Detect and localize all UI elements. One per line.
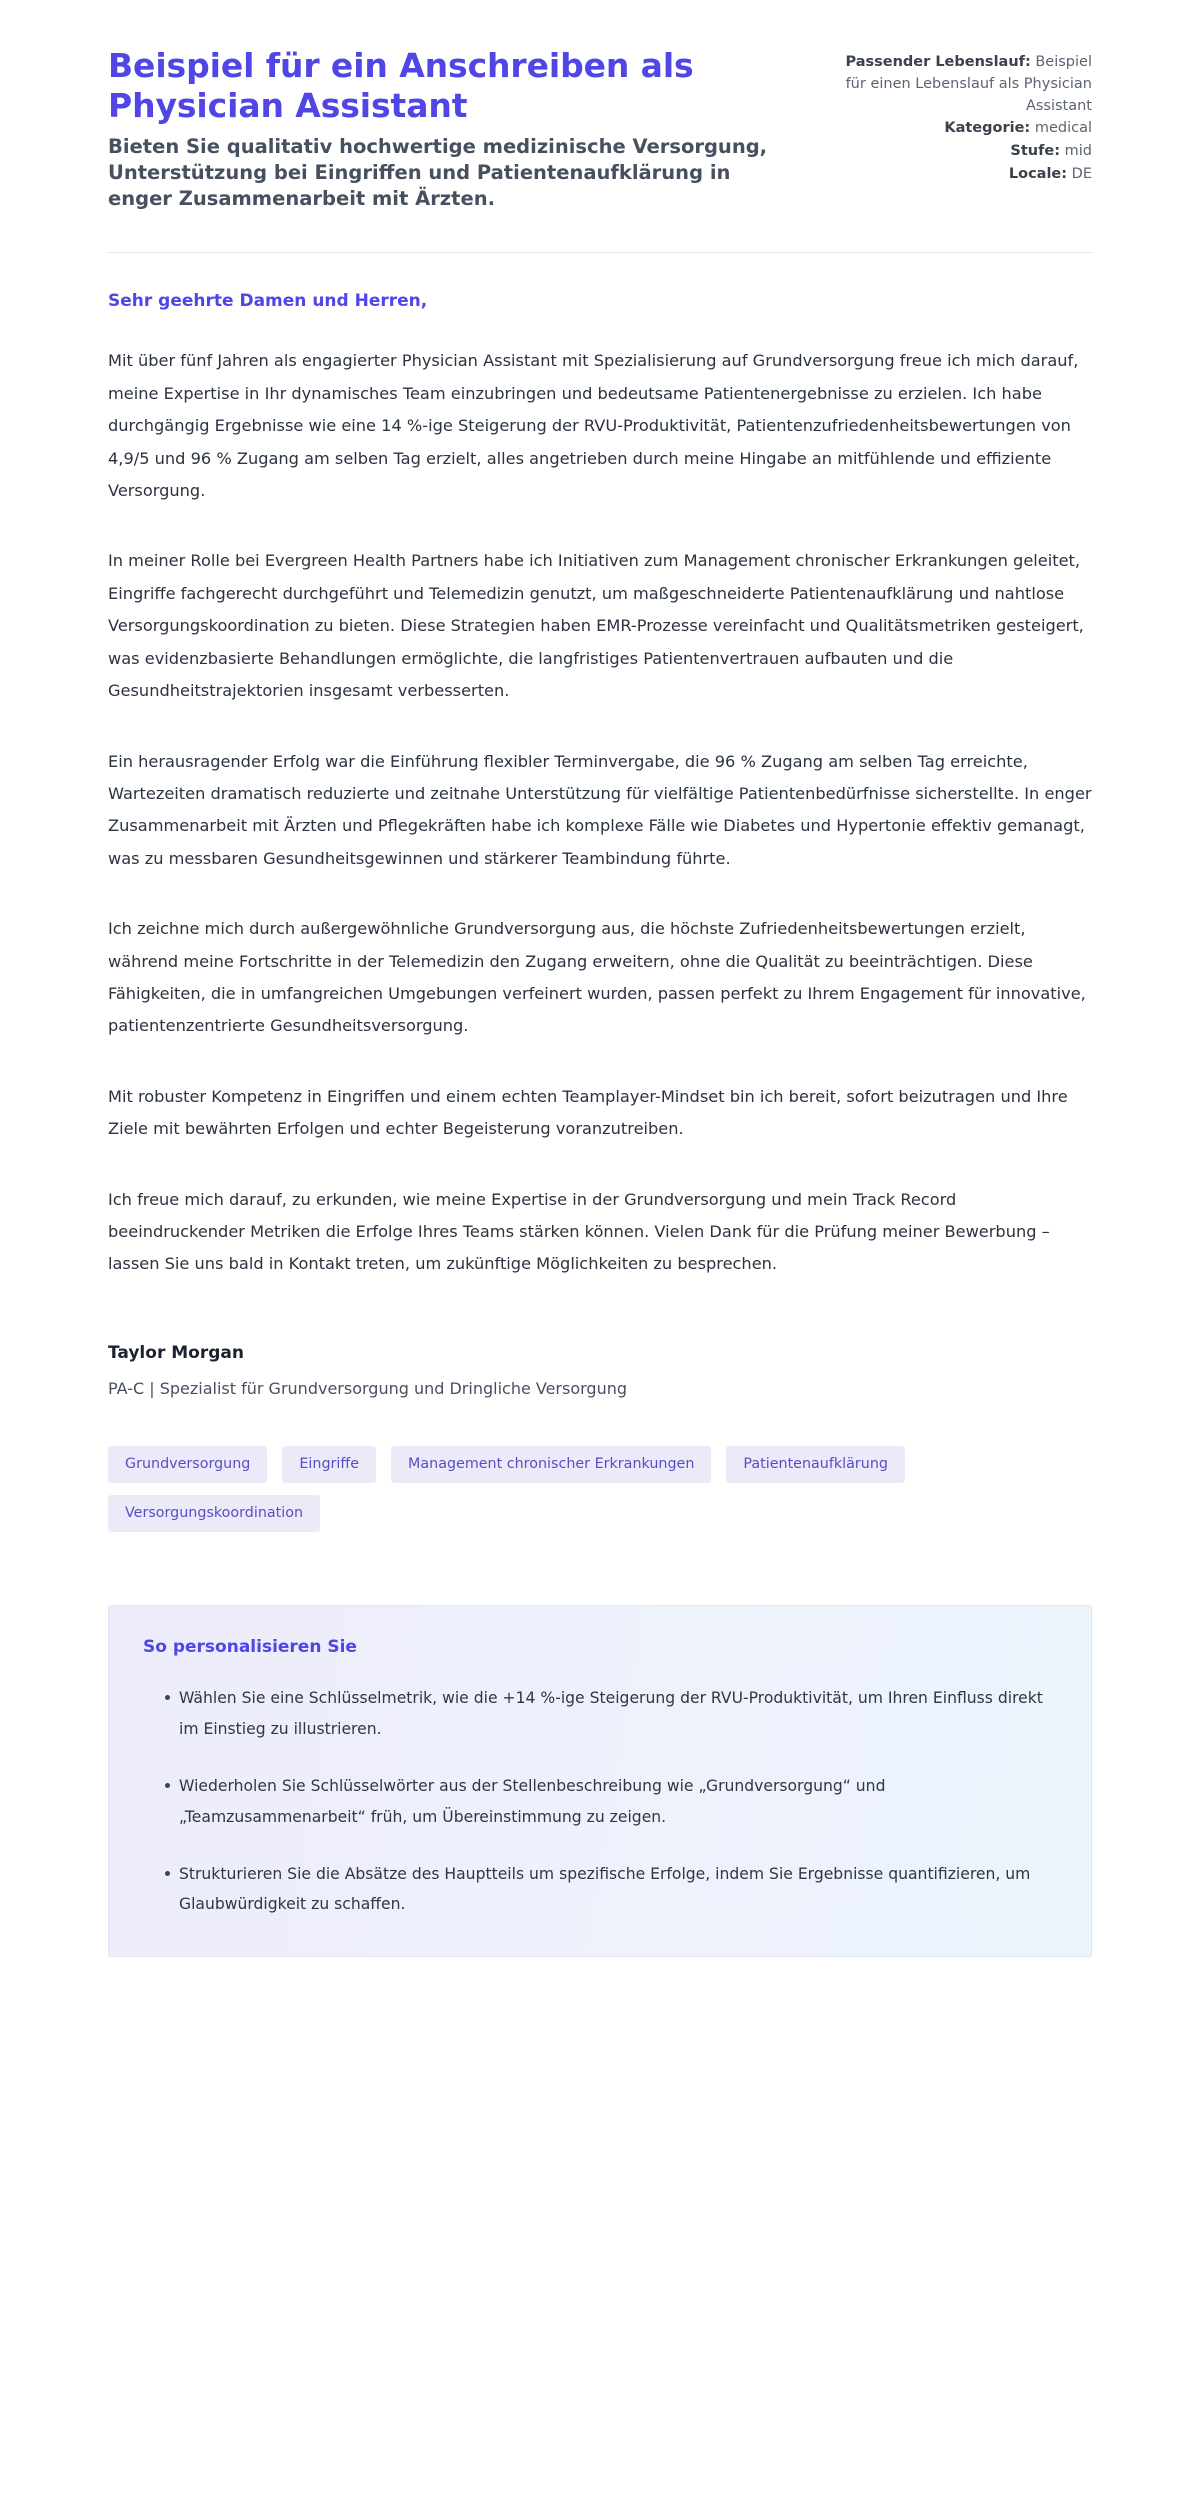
letter-paragraph: Mit über fünf Jahren als engagierter Physician Assistant mit Spezialisierung auf Grundversorgung freue ich mich darauf, meine Expertise in Ihr dynamisches Team einzubringen und bedeutsame Patientenergebnisse zu erzielen. Ich habe durchgängig Ergebnisse wie eine 14 %-ige Steigerung der RVU-Produktivität, Patientenzufriedenheitsbewertungen von 4,9/5 und 96 % Zugang am selben Tag erzielt, alles angetrieben durch meine Hingabe an mitfühlende und effiziente Versorgung. <box>108 351 1079 501</box>
callout-tip-item: Wählen Sie eine Schlüsselmetrik, wie die +14 %-ige Steigerung der RVU-Produktivität, um Ihren Einfluss direkt im Einstieg zu illustrieren. <box>165 1683 1057 1744</box>
meta-category <box>824 118 1092 140</box>
letter-paragraph: Ich zeichne mich durch außergewöhnliche Grundversorgung aus, die höchste Zufriedenheitsbewertungen erzielt, während meine Fortschritte in der Telemedizin den Zugang erweitern, ohne die Qualität zu beeinträchtigen. Diese Fähigkeiten, die in umfangreichen Umgebungen verfeinert wurden, passen perfekt zu Ihrem Engagement für innovative, patientenzentrierte Gesundheitsversorgung. <box>108 919 1086 1036</box>
page-subtitle: Bieten Sie qualitativ hochwertige medizinische Versorgung, Unterstützung bei Eingriffen und Patientenaufklärung in enger Zusammenarbeit mit Ärzten. <box>108 134 768 211</box>
personalization-callout <box>108 1605 1092 1956</box>
meta-level-label: Stufe: <box>1010 143 1061 159</box>
signature-role: PA-C | Spezialist für Grundversorgung und Dringliche Versorgung <box>108 1378 628 1398</box>
letter-salutation: Sehr geehrte Damen und Herren, <box>108 291 428 312</box>
letter-paragraph: Ein herausragender Erfolg war die Einführung flexibler Terminvergabe, die 96 % Zugang am selben Tag erreichte, Wartezeiten dramatisch reduzierte und zeitnahe Unterstützung für vielfältige Patientenbedürfnisse sicherstellte. In enger Zusammenarbeit mit Ärzten und Pflegekräften habe ich komplexe Fälle wie Diabetes und Hypertonie effektiv gemanagt, was zu messbaren Gesundheitsgewinnen und stärkerer Teambindung führte. <box>108 751 1092 868</box>
meta-matching-resume-label: Passender Lebenslauf: <box>845 54 1031 70</box>
meta-level-value: mid <box>1064 143 1092 159</box>
document-header <box>108 46 1092 212</box>
letter-paragraph: In meiner Rolle bei Evergreen Health Partners habe ich Initiativen zum Management chronischer Erkrankungen geleitet, Eingriffe fachgerecht durchgeführt und Telemedizin genutzt, um maßgeschneiderte Patientenaufklärung und nahtlose Versorgungskoordination zu bieten. Diese Strategien haben EMR-Prozesse vereinfacht und Qualitätsmetriken gesteigert, was evidenzbasierte Behandlungen ermöglichte, die langfristiges Patientenvertrauen aufbauten und die Gesundheitstrajektorien insgesamt verbesserten. <box>108 551 1084 701</box>
page-title: Beispiel für ein Anschreiben als Physician Assistant <box>108 46 694 126</box>
signature-name: Taylor Morgan <box>108 1342 244 1363</box>
document-metadata <box>824 46 1092 187</box>
header-title-block <box>108 46 784 212</box>
skill-tag-list <box>108 1446 1038 1533</box>
skill-tag[interactable]: Eingriffe <box>282 1446 376 1483</box>
callout-tip-item: Strukturieren Sie die Absätze des Hauptteils um spezifische Erfolge, indem Sie Ergebnisse quantifizieren, um Glaubwürdigkeit zu schaffen. <box>165 1859 1057 1920</box>
page-bottom-spacer <box>108 1957 1092 2067</box>
meta-locale-label: Locale: <box>1008 165 1068 182</box>
meta-category-label: Kategorie: <box>944 120 1031 137</box>
callout-tip-list <box>143 1683 1057 1919</box>
letter-paragraph: Mit robuster Kompetenz in Eingriffen und einem echten Teamplayer-Mindset bin ich bereit, sofort beizutragen und Ihre Ziele mit bewährten Erfolgen und echter Begeisterung voranzutreiben. <box>108 1086 1068 1139</box>
meta-locale-value: DE <box>1071 165 1092 182</box>
meta-matching-resume <box>824 52 1092 117</box>
skill-tag[interactable]: Patientenaufklärung <box>726 1446 905 1483</box>
signature-block <box>108 1343 1092 1398</box>
callout-tip-item: Wiederholen Sie Schlüsselwörter aus der Stellenbeschreibung wie „Grundversorgung“ und „Teamzusammenarbeit“ früh, um Übereinstimmung zu zeigen. <box>165 1771 1057 1832</box>
meta-level <box>824 141 1092 163</box>
meta-category-value: medical <box>1034 120 1092 137</box>
meta-matching-resume-value: Beispiel für einen Lebenslauf als Physician Assistant <box>845 54 1092 114</box>
skill-tag[interactable]: Management chronischer Erkrankungen <box>391 1446 711 1483</box>
callout-title: So personalisieren Sie <box>143 1637 357 1658</box>
meta-locale <box>824 164 1092 186</box>
letter-paragraph: Ich freue mich darauf, zu erkunden, wie meine Expertise in der Grundversorgung und mein Track Record beeindruckender Metriken die Erfolge Ihres Teams stärken können. Vielen Dank für die Prüfung meiner Bewerbung – lassen Sie uns bald in Kontakt treten, um zukünftige Möglichkeiten zu besprechen. <box>108 1189 1050 1274</box>
cover-letter-body <box>108 253 1092 1956</box>
skill-tag[interactable]: Versorgungskoordination <box>108 1495 320 1532</box>
skill-tag[interactable]: Grundversorgung <box>108 1446 267 1483</box>
